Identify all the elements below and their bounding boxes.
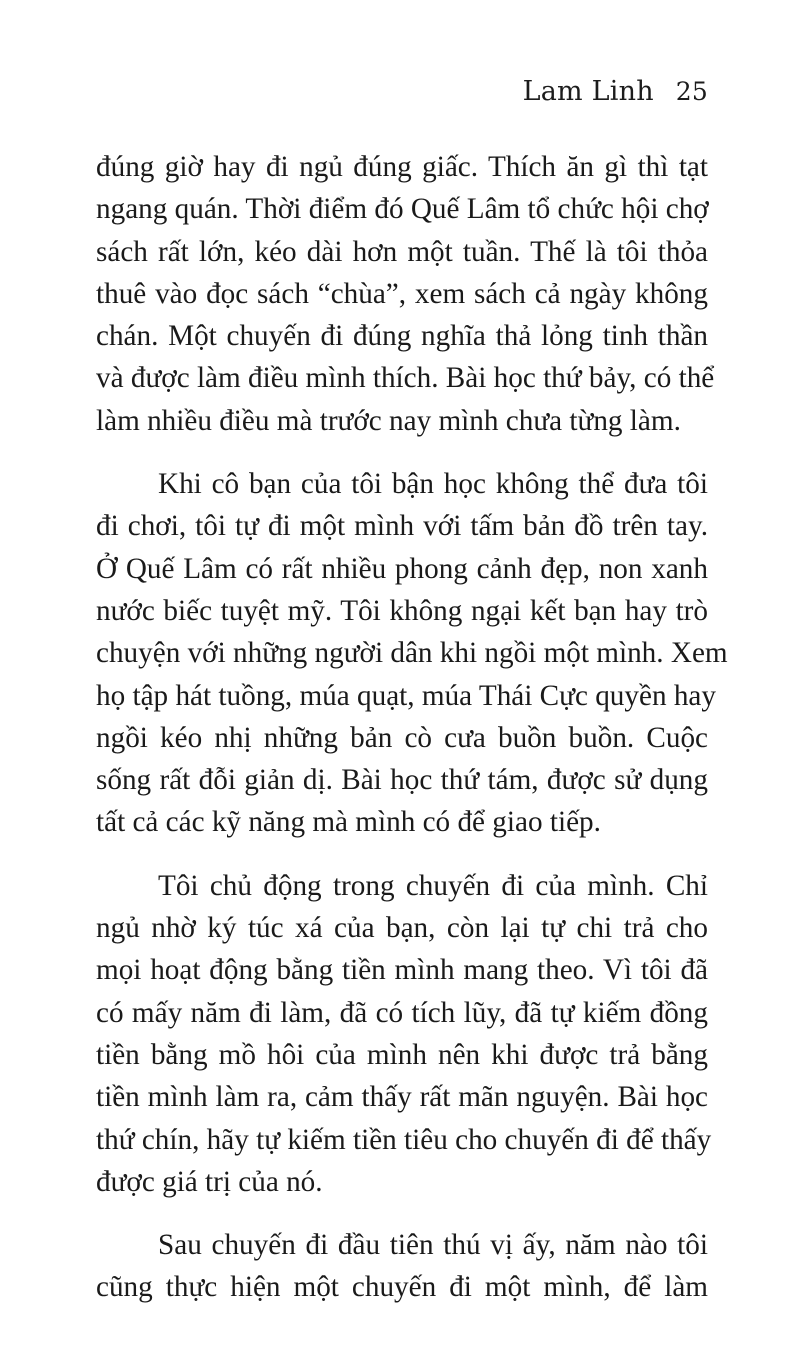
text-line: tiền mình làm ra, cảm thấy rất mãn nguyện. Bài học (96, 1081, 708, 1114)
text-line: sách rất lớn, kéo dài hơn một tuần. Thế là tôi thỏa (96, 235, 708, 268)
paragraph-4 (96, 1224, 708, 1309)
text-line: cũng thực hiện một chuyến đi một mình, để làm (96, 1271, 708, 1304)
text-line: đi chơi, tôi tự đi một mình với tấm bản đồ trên tay. (96, 510, 708, 543)
text-line: sống rất đỗi giản dị. Bài học thứ tám, được sử dụng (96, 764, 708, 797)
text-line: Tôi chủ động trong chuyến đi của mình. Chỉ (158, 869, 708, 902)
text-line: chán. Một chuyến đi đúng nghĩa thả lỏng tinh thần (96, 320, 708, 353)
text-line: Sau chuyến đi đầu tiên thú vị ấy, năm nào tôi (158, 1229, 708, 1262)
text-line: ngủ nhờ ký túc xá của bạn, còn lại tự chi trả cho (96, 912, 708, 945)
text-line: Khi cô bạn của tôi bận học không thể đưa tôi (158, 468, 708, 501)
text-line: và được làm điều mình thích. Bài học thứ bảy, có thể (96, 362, 715, 395)
text-line: được giá trị của nó. (96, 1165, 323, 1198)
text-line: ngồi kéo nhị những bản cò cưa buồn buồn. Cuộc (96, 721, 708, 754)
text-line: có mấy năm đi làm, đã có tích lũy, đã tự kiếm đồng (96, 996, 708, 1029)
text-line: mọi hoạt động bằng tiền mình mang theo. Vì tôi đã (96, 954, 708, 987)
text-line: nước biếc tuyệt mỹ. Tôi không ngại kết bạn hay trò (96, 594, 708, 627)
text-line: tiền bằng mồ hôi của mình nên khi được trả bằng (96, 1038, 708, 1071)
paragraph-1 (96, 146, 715, 442)
running-header-author: Lam Linh (522, 76, 654, 107)
page-body (96, 146, 728, 1309)
page-number: 25 (675, 77, 708, 106)
text-line: đúng giờ hay đi ngủ đúng giấc. Thích ăn gì thì tạt (96, 151, 708, 183)
text-line: họ tập hát tuồng, múa quạt, múa Thái Cực quyền hay (96, 679, 716, 712)
text-line: làm nhiều điều mà trước nay mình chưa từng làm. (96, 404, 681, 437)
text-line: ngang quán. Thời điểm đó Quế Lâm tổ chức hội chợ (96, 193, 709, 226)
paragraph-2 (96, 463, 728, 844)
paragraph-3 (96, 865, 712, 1203)
text-line: thứ chín, hãy tự kiếm tiền tiêu cho chuyến đi để thấy (96, 1123, 712, 1156)
text-line: Ở Quế Lâm có rất nhiều phong cảnh đẹp, non xanh (96, 552, 708, 585)
text-line: tất cả các kỹ năng mà mình có để giao tiếp. (96, 806, 601, 839)
text-line: chuyện với những người dân khi ngồi một mình. Xem (96, 637, 728, 670)
text-line: thuê vào đọc sách “chùa”, xem sách cả ngày không (96, 277, 708, 310)
running-header (523, 76, 708, 107)
